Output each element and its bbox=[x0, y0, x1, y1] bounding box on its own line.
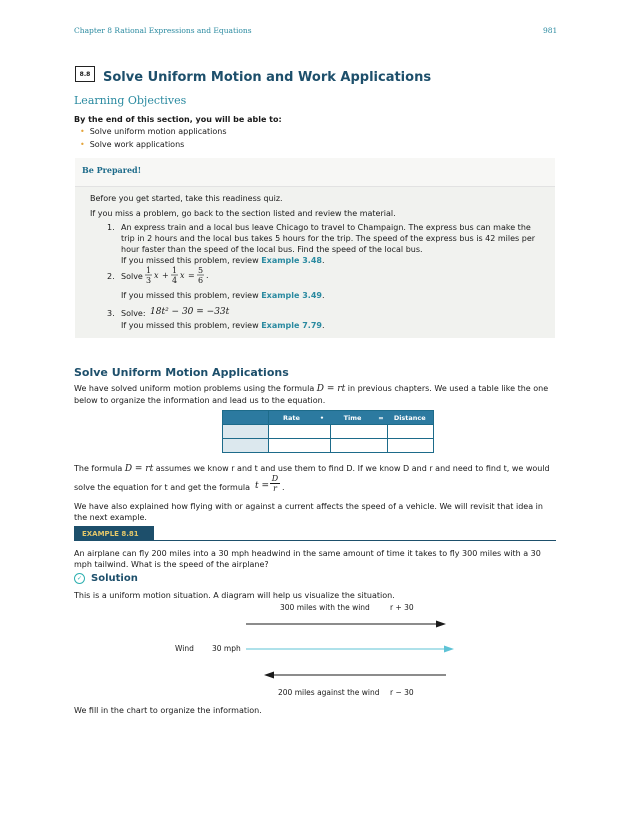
column-header: • bbox=[314, 411, 330, 425]
table-cell bbox=[269, 425, 331, 439]
table-cell bbox=[269, 439, 331, 453]
arrowhead-icon bbox=[444, 646, 454, 653]
bullet-icon: • bbox=[80, 127, 85, 136]
solution-text: We fill in the chart to organize the information. bbox=[74, 706, 262, 715]
fraction-numerator: D bbox=[271, 474, 279, 483]
period: . bbox=[282, 483, 285, 492]
paragraph: We have also explained how flying with or against a current affects the speed of a vehicle. We will revisit that idea in the next example. bbox=[74, 502, 543, 522]
svg-text:6: 6 bbox=[198, 276, 204, 285]
formula: D = rt bbox=[316, 384, 346, 394]
svg-text:+: + bbox=[162, 271, 169, 280]
svg-text:x: x bbox=[180, 271, 185, 280]
motion-diagram bbox=[240, 617, 460, 687]
table-cell bbox=[223, 425, 269, 439]
check-circle-icon: ✓ bbox=[74, 573, 85, 584]
paragraph: We have solved uniform motion problems using the formula D = rt in previous chapters. We used a table like the one below to organize the information and lead us to the equation. bbox=[74, 384, 549, 405]
section-number-badge: 8.8 bbox=[75, 66, 95, 82]
example-link[interactable]: Example 3.48 bbox=[261, 256, 322, 265]
solution-heading: Solution bbox=[91, 573, 138, 584]
readiness-intro: Before you get started, take this readiness quiz. bbox=[90, 194, 283, 203]
example-link[interactable]: Example 3.49 bbox=[261, 291, 322, 300]
quiz-review-2: If you missed this problem, review Example 3.49. bbox=[121, 291, 325, 300]
example-label: EXAMPLE 8.81 bbox=[74, 526, 154, 541]
bullet-icon: • bbox=[80, 140, 85, 149]
table-cell bbox=[330, 439, 387, 453]
quiz-label: Solve bbox=[121, 272, 143, 281]
quiz-label: Solve: bbox=[121, 309, 146, 318]
quiz-equation-2 bbox=[145, 264, 215, 288]
running-header-chapter: Chapter 8 Rational Expressions and Equations bbox=[74, 26, 252, 35]
table-row bbox=[223, 425, 434, 439]
section-title: Solve Uniform Motion and Work Applications bbox=[103, 70, 432, 85]
solution-text: This is a uniform motion situation. A diagram will help us visualize the situation. bbox=[74, 591, 395, 600]
subsection-heading: Solve Uniform Motion Applications bbox=[74, 366, 289, 379]
column-header: Distance bbox=[387, 411, 433, 425]
svg-text:x: x bbox=[154, 271, 159, 280]
arrowhead-icon bbox=[264, 672, 274, 679]
diagram-top-rate: r + 30 bbox=[390, 603, 414, 612]
arrowhead-icon bbox=[436, 621, 446, 628]
quiz-equation-3: 18t² − 30 = −33t bbox=[150, 307, 230, 317]
paragraph: solve the equation for t and get the formula bbox=[74, 483, 251, 492]
svg-text:1: 1 bbox=[146, 266, 152, 275]
paragraph: The formula D = rt assumes we know r and t and use them to find D. If we know D and r and need to find t, we would bbox=[74, 464, 550, 474]
svg-text:1: 1 bbox=[172, 266, 178, 275]
svg-text:5: 5 bbox=[198, 266, 204, 275]
table-cell bbox=[387, 425, 433, 439]
column-header: Rate bbox=[269, 411, 315, 425]
svg-text:=: = bbox=[188, 271, 195, 280]
readiness-instruction: If you miss a problem, go back to the section listed and review the material. bbox=[90, 209, 396, 218]
formula-t: t = bbox=[255, 481, 270, 491]
quiz-question-1: An express train and a local bus leave Chicago to travel to Champaign. The express bus can make the trip in 2 hours and the local bus takes 5 hours for the trip. The speed of the express bus is 42 miles per hour faster than the speed of the local bus. Find the speed of the local bus. bbox=[121, 223, 536, 254]
be-prepared-title: Be Prepared! bbox=[82, 165, 142, 175]
example-problem: An airplane can fly 200 miles into a 30 mph headwind in the same amount of time it takes to fly 300 miles with a 30 mph tailwind. What is the speed of the airplane? bbox=[74, 549, 541, 569]
table-cell bbox=[330, 425, 387, 439]
learning-objectives-heading: Learning Objectives bbox=[74, 94, 187, 107]
quiz-review-1: If you missed this problem, review Example 3.48. bbox=[121, 256, 325, 265]
table-cell bbox=[387, 439, 433, 453]
objective-item: • Solve uniform motion applications bbox=[80, 127, 227, 136]
table-cell bbox=[223, 439, 269, 453]
diagram-bottom-label: 200 miles against the wind bbox=[278, 688, 380, 697]
svg-text:.: . bbox=[206, 271, 209, 280]
table-header-row bbox=[223, 411, 434, 425]
quiz-review-3: If you missed this problem, review Example 7.79. bbox=[121, 321, 325, 330]
column-header: = bbox=[375, 411, 387, 425]
wind-label: Wind bbox=[175, 644, 194, 653]
objective-item: • Solve work applications bbox=[80, 140, 185, 149]
quiz-number: 1. bbox=[107, 223, 115, 232]
quiz-number: 2. bbox=[107, 272, 115, 281]
page-number: 981 bbox=[543, 26, 558, 35]
table-row bbox=[223, 439, 434, 453]
wind-speed: 30 mph bbox=[212, 644, 241, 653]
svg-text:3: 3 bbox=[146, 276, 152, 285]
fraction-denominator: r bbox=[273, 484, 277, 493]
diagram-top-label: 300 miles with the wind bbox=[280, 603, 370, 612]
quiz-number: 3. bbox=[107, 309, 115, 318]
be-prepared-header bbox=[75, 158, 555, 187]
column-header: Time bbox=[330, 411, 375, 425]
diagram-bottom-rate: r − 30 bbox=[390, 688, 414, 697]
objectives-intro: By the end of this section, you will be able to: bbox=[74, 115, 282, 124]
svg-text:4: 4 bbox=[172, 276, 178, 285]
example-link[interactable]: Example 7.79 bbox=[261, 321, 322, 330]
motion-table bbox=[222, 410, 434, 453]
